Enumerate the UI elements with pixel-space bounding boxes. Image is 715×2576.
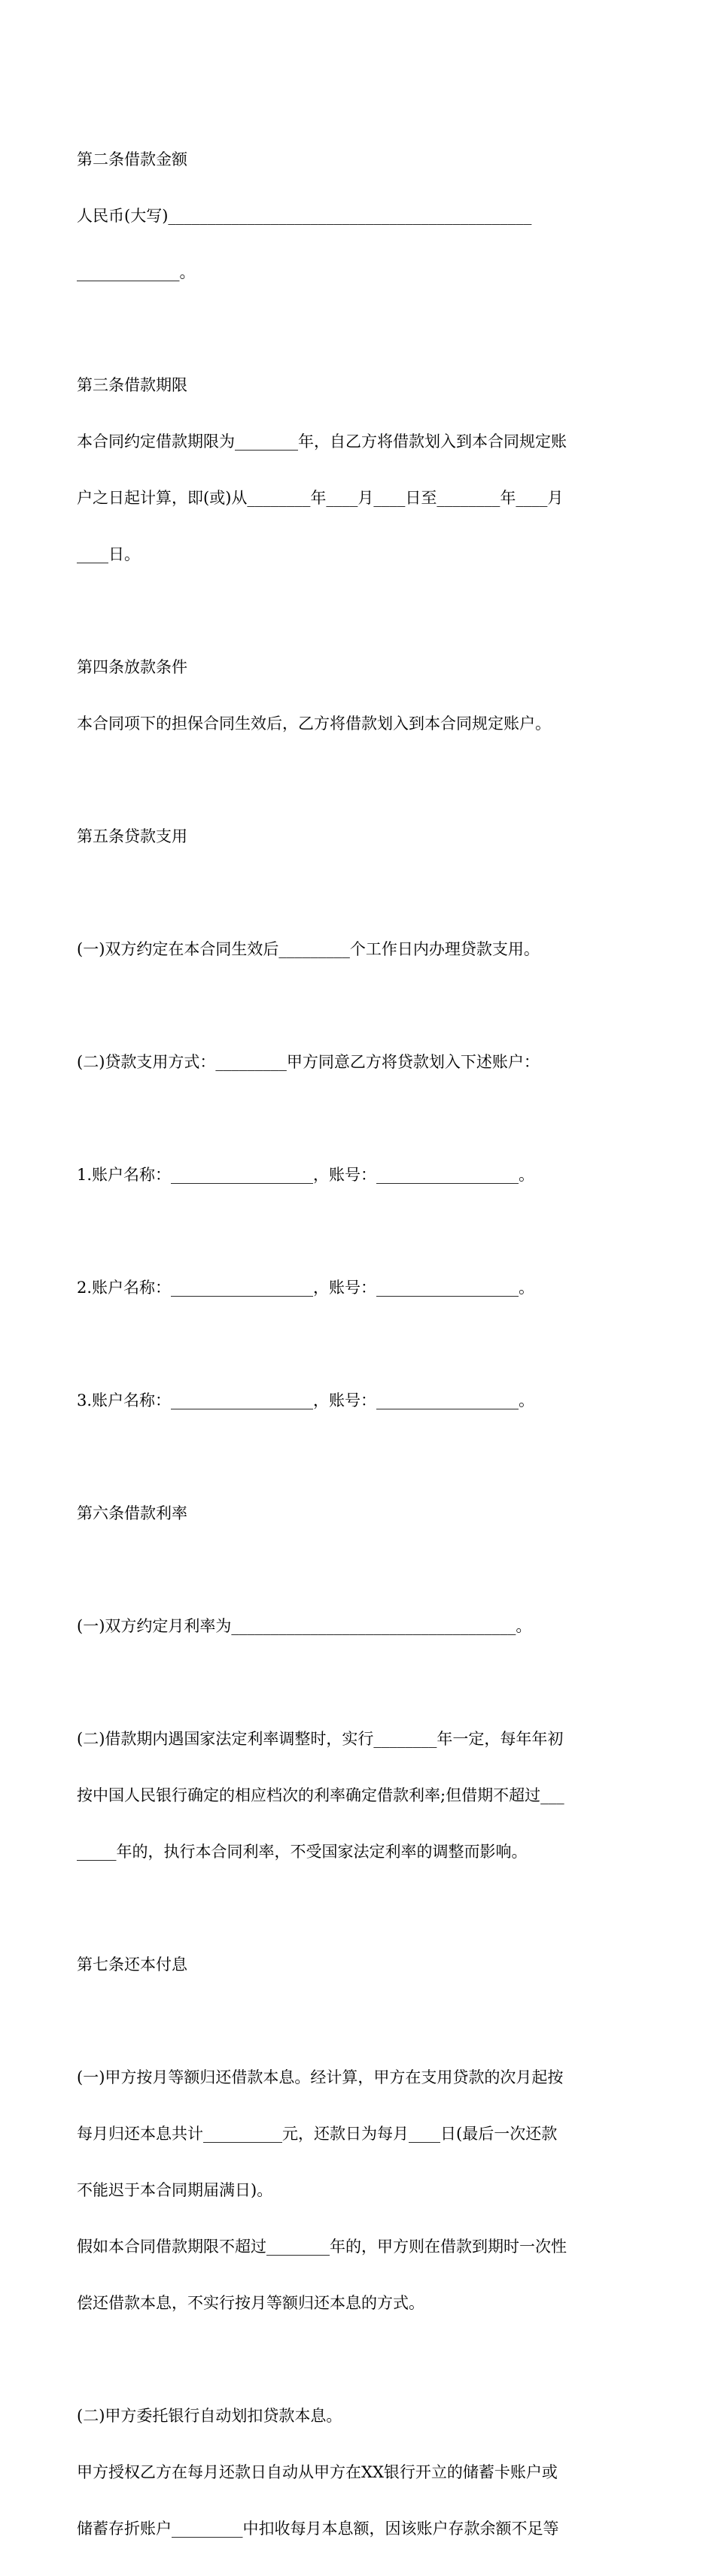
text-line: 甲方授权乙方在每月还款日自动从甲方在XX银行开立的储蓄卡账户或 [77, 2463, 558, 2481]
text-line: 2.账户名称：__________________，账号：__________________。 [77, 1279, 535, 1297]
text-line: _____年的，执行本合同利率，不受国家法定利率的调整而影响。 [77, 1843, 528, 1861]
text-line: 偿还借款本息，不实行按月等额归还本息的方式。 [77, 2294, 424, 2312]
article-5-clause-2 [77, 1015, 643, 1109]
article-6-clause-2 [77, 1692, 643, 1899]
text-line: (二)借款期内遇国家法定利率调整时，实行________年一定，每年年初 [77, 1730, 564, 1748]
article-6-clause-1 [77, 1579, 643, 1673]
article-heading: 第二条借款金额 [77, 150, 187, 168]
article-7-clause-2 [77, 2369, 643, 2576]
text-line: (二)贷款支用方式：_________甲方同意乙方将贷款划入下述账户： [77, 1053, 540, 1071]
text-line: _____________。 [77, 263, 196, 281]
text-line: 户之日起计算，即(或)从________年____月____日至________年____月 [77, 489, 564, 507]
text-line: (一)双方约定在本合同生效后_________个工作日内办理贷款支用。 [77, 940, 540, 958]
text-line: 本合同约定借款期限为________年，自乙方将借款划入到本合同规定账 [77, 432, 567, 451]
article-heading: 第四条放款条件 [77, 658, 187, 676]
text-line: (二)甲方委托银行自动划扣贷款本息。 [77, 2407, 342, 2425]
text-line: 储蓄存折账户_________中扣收每月本息额，因该账户存款余额不足等 [77, 2520, 559, 2538]
article-5-heading [77, 790, 643, 884]
text-line: 人民币(大写)______________________________________________ [77, 207, 532, 225]
article-heading: 第三条借款期限 [77, 376, 187, 394]
text-line: 本合同项下的担保合同生效后，乙方将借款划入到本合同规定账户。 [77, 715, 551, 733]
article-7-clause-1 [77, 2031, 643, 2350]
article-heading: 第七条还本付息 [77, 1956, 187, 1974]
text-line: 每月归还本息共计__________元，还款日为每月____日(最后一次还款 [77, 2125, 558, 2143]
text-line: 1.账户名称：__________________，账号：__________________。 [77, 1166, 535, 1184]
article-2-amount [77, 113, 643, 320]
text-line: 假如本合同借款期限不超过________年的，甲方则在借款到期时一次性 [77, 2238, 567, 2256]
text-line: ____日。 [77, 545, 140, 563]
article-4-disbursement [77, 620, 643, 771]
article-3-term [77, 338, 643, 602]
document-page [77, 113, 643, 2576]
article-6-heading [77, 1467, 643, 1561]
article-heading: 第五条贷款支用 [77, 827, 187, 845]
account-line-2 [77, 1241, 643, 1335]
text-line: (一)双方约定月利率为____________________________________。 [77, 1617, 532, 1635]
account-line-1 [77, 1128, 643, 1222]
article-5-clause-1 [77, 903, 643, 997]
article-7-heading [77, 1918, 643, 2012]
account-line-3 [77, 1354, 643, 1448]
text-line: 按中国人民银行确定的相应档次的利率确定借款利率;但借期不超过___ [77, 1786, 564, 1804]
text-line: 3.账户名称：__________________，账号：__________________。 [77, 1391, 535, 1409]
text-line: 不能迟于本合同期届满日)。 [77, 2181, 273, 2199]
text-line: (一)甲方按月等额归还借款本息。经计算，甲方在支用贷款的次月起按 [77, 2068, 564, 2086]
article-heading: 第六条借款利率 [77, 1504, 187, 1522]
